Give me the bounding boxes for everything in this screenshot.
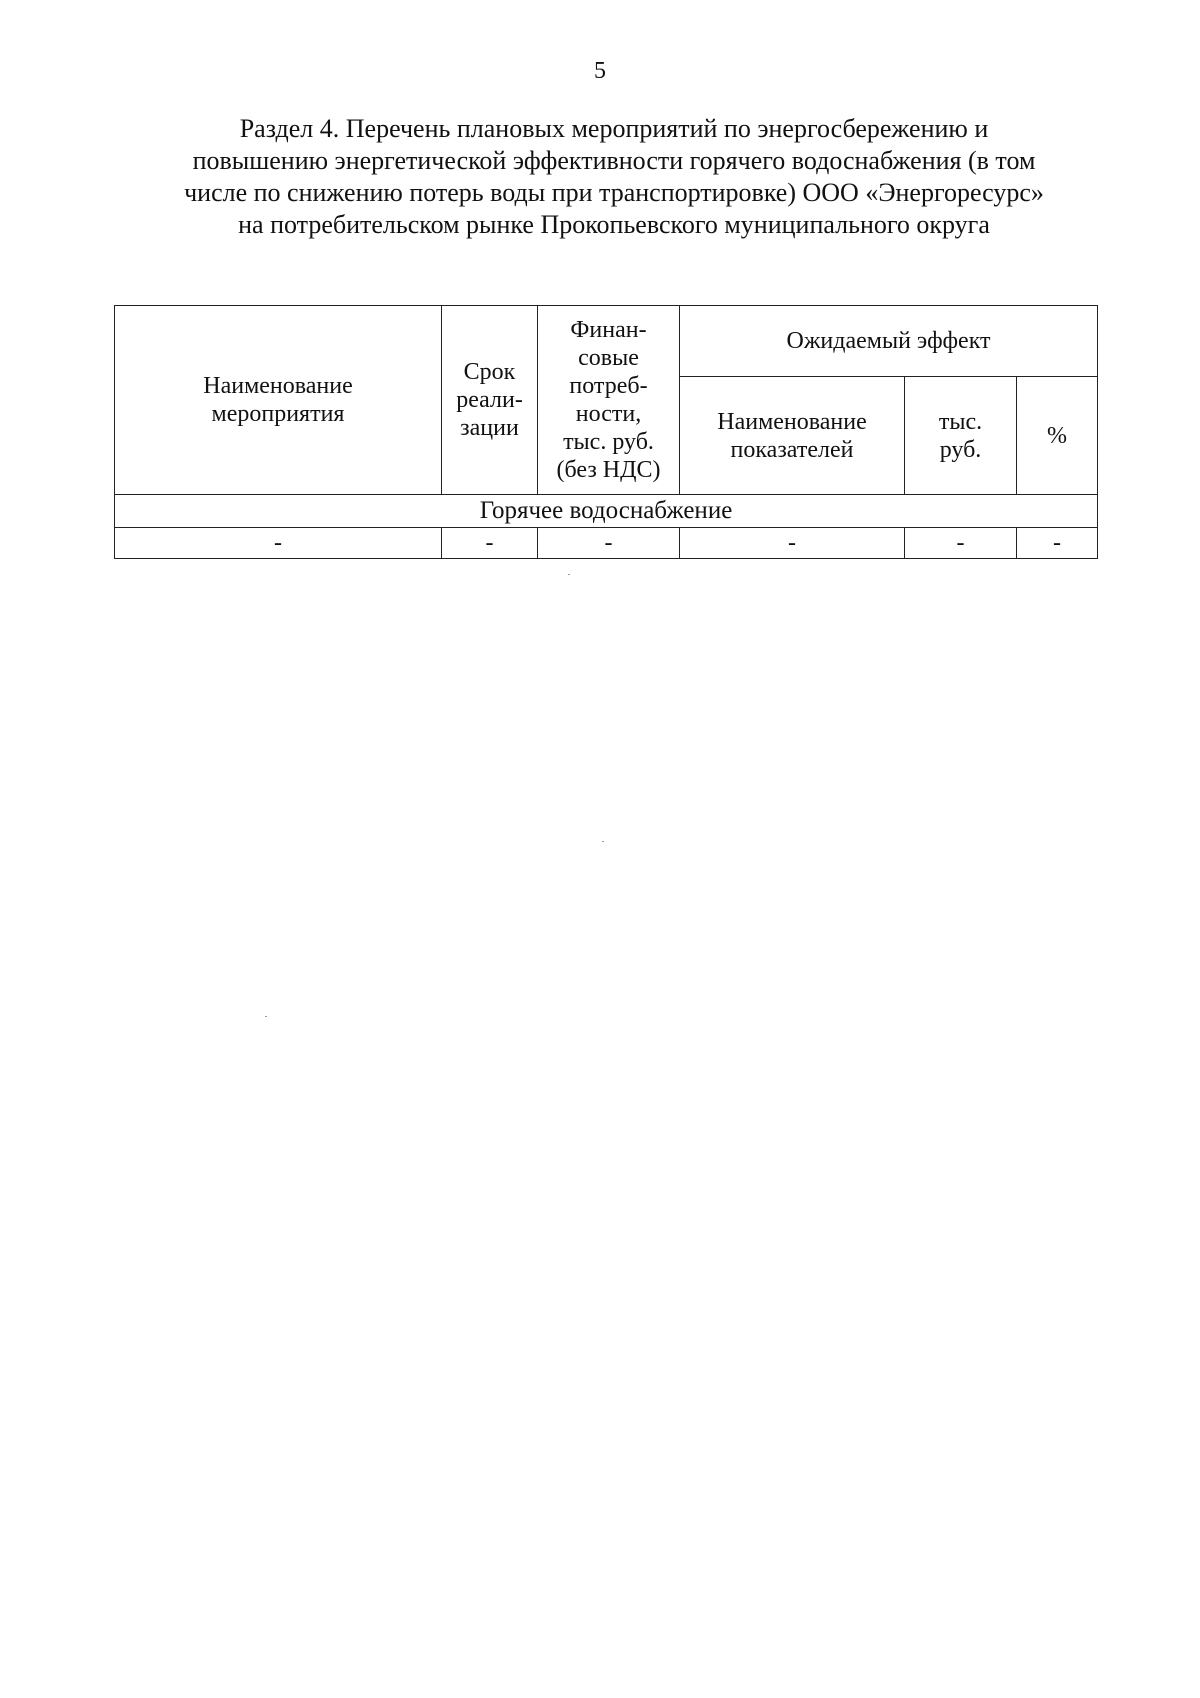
title-line: на потребительском рынке Прокопьевского муниципального округа — [238, 210, 990, 239]
header-expected-effect: Ожидаемый эффект — [680, 306, 1098, 377]
table-cell: - — [905, 528, 1017, 559]
table-cell: - — [115, 528, 442, 559]
title-line: Раздел 4. Перечень плановых мероприятий по энергосбережению и — [239, 114, 989, 143]
header-percent: % — [1017, 377, 1098, 495]
table-header-row — [115, 306, 1098, 377]
header-term: Срок реали- зации — [442, 306, 538, 495]
title-line: числе по снижению потерь воды при транспортировке) ООО «Энергоресурс» — [184, 178, 1044, 207]
measures-table — [114, 305, 1098, 559]
section-hot-water: Горячее водоснабжение — [115, 495, 1098, 528]
table-row — [115, 528, 1098, 559]
header-thousand-rub: тыс. руб. — [905, 377, 1017, 495]
table-cell: - — [538, 528, 680, 559]
scan-speck — [602, 841, 604, 842]
table-cell: - — [442, 528, 538, 559]
scan-speck — [265, 1016, 267, 1017]
table-section-row — [115, 495, 1098, 528]
table-cell: - — [680, 528, 905, 559]
title-line: повышению энергетической эффективности горячего водоснабжения (в том — [192, 146, 1036, 175]
header-finance: Финан- совые потреб- ности, тыс. руб. (без НДС) — [538, 306, 680, 495]
table-cell: - — [1017, 528, 1098, 559]
header-indicator-name: Наименование показателей — [680, 377, 905, 495]
scan-speck — [568, 574, 570, 575]
section-title — [150, 113, 1078, 241]
header-measure-name: Наименование мероприятия — [115, 306, 442, 495]
page-number: 5 — [594, 58, 606, 84]
